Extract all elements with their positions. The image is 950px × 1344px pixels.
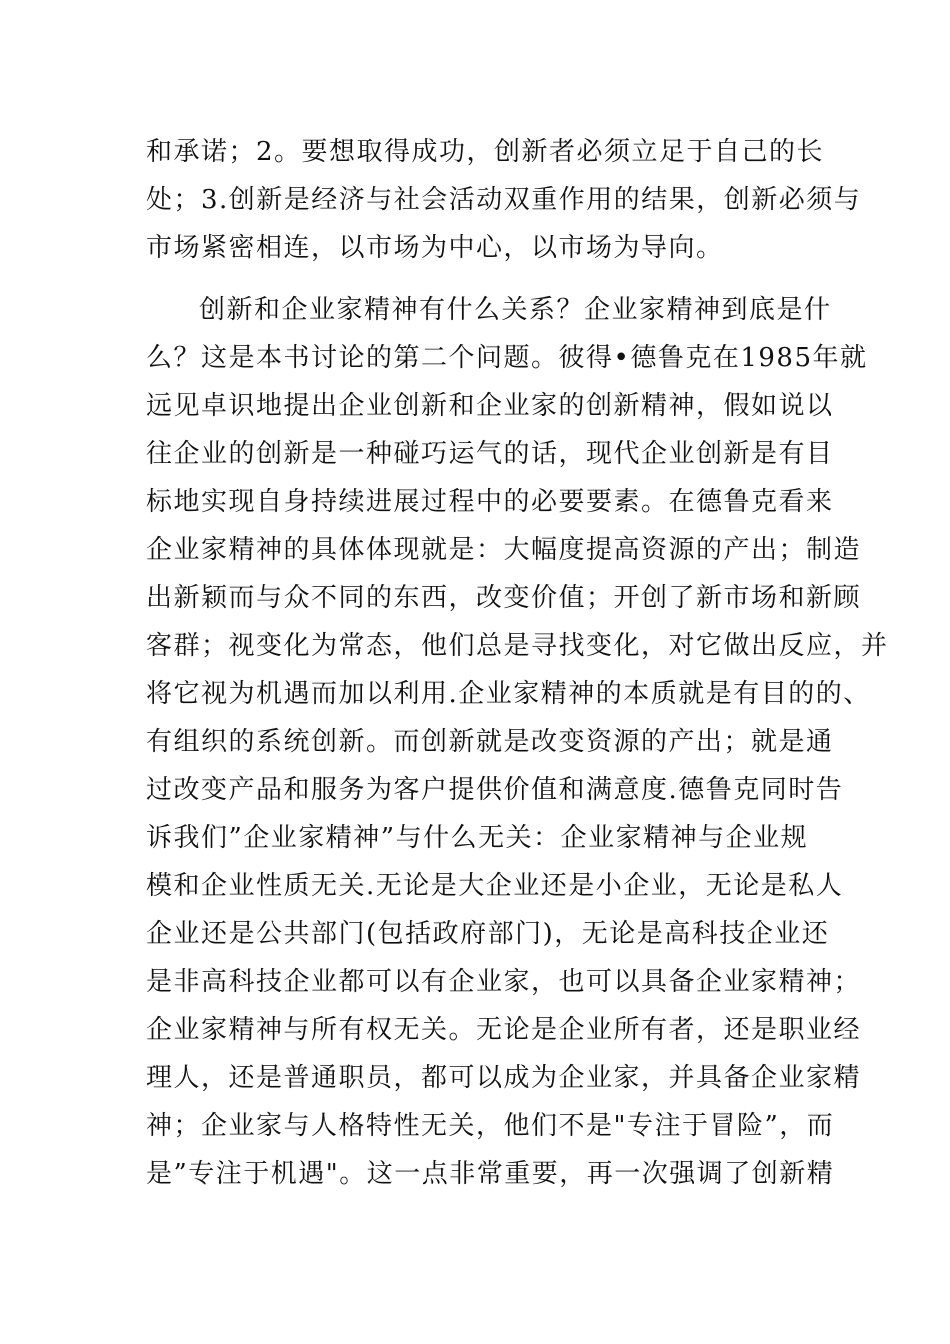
text-line: 是”专注于机遇"。这一点非常重要，再一次强调了创新精: [146, 1159, 835, 1189]
text-line: 远见卓识地提出企业创新和企业家的创新精神，假如说以: [146, 391, 834, 421]
text-line: 是非高科技企业都可以有企业家，也可以具备企业家精神；: [146, 967, 862, 997]
text-line: 往企业的创新是一种碰巧运气的话，现代企业创新是有目: [146, 439, 834, 469]
text-line: 企业还是公共部门(包括政府部门)，无论是高科技企业还: [146, 919, 830, 949]
text-line: 么？这是本书讨论的第二个问题。彼得•德鲁克在1985年就: [146, 343, 868, 373]
text-line: 处；3.创新是经济与社会活动双重作用的结果，创新必须与: [146, 185, 862, 215]
text-line: 神；企业家与人格特性无关，他们不是"专注于冒险”，而: [146, 1111, 835, 1141]
text-line: 诉我们”企业家精神”与什么无关：企业家精神与企业规: [146, 823, 809, 853]
text-line: 企业家精神与所有权无关。无论是企业所有者，还是职业经: [146, 1015, 862, 1045]
paragraph-first-line: 创新和企业家精神有什么关系？企业家精神到底是什: [199, 295, 832, 325]
text-line: 市场紧密相连，以市场为中心，以市场为导向。: [146, 233, 724, 263]
text-line: 模和企业性质无关.无论是大企业还是小企业，无论是私人: [146, 871, 844, 901]
text-line: 客群；视变化为常态，他们总是寻找变化，对它做出反应，并: [146, 631, 889, 661]
text-line: 理人，还是普通职员，都可以成为企业家，并具备企业家精: [146, 1063, 862, 1093]
text-line: 企业家精神的具体体现就是：大幅度提高资源的产出；制造: [146, 535, 862, 565]
body-text: [146, 128, 889, 1198]
text-line: 出新颖而与众不同的东西，改变价值；开创了新市场和新顾: [146, 583, 862, 613]
text-line: 和承诺；2。要想取得成功，创新者必须立足于自己的长: [146, 137, 825, 167]
text-line: 有组织的系统创新。而创新就是改变资源的产出；就是通: [146, 727, 834, 757]
text-line: 过改变产品和服务为客户提供价值和满意度.德鲁克同时告: [146, 775, 844, 805]
text-line: 标地实现自身持续进展过程中的必要要素。在德鲁克看来: [146, 487, 834, 517]
text-line: 将它视为机遇而加以利用.企业家精神的本质就是有目的的、: [146, 679, 871, 709]
